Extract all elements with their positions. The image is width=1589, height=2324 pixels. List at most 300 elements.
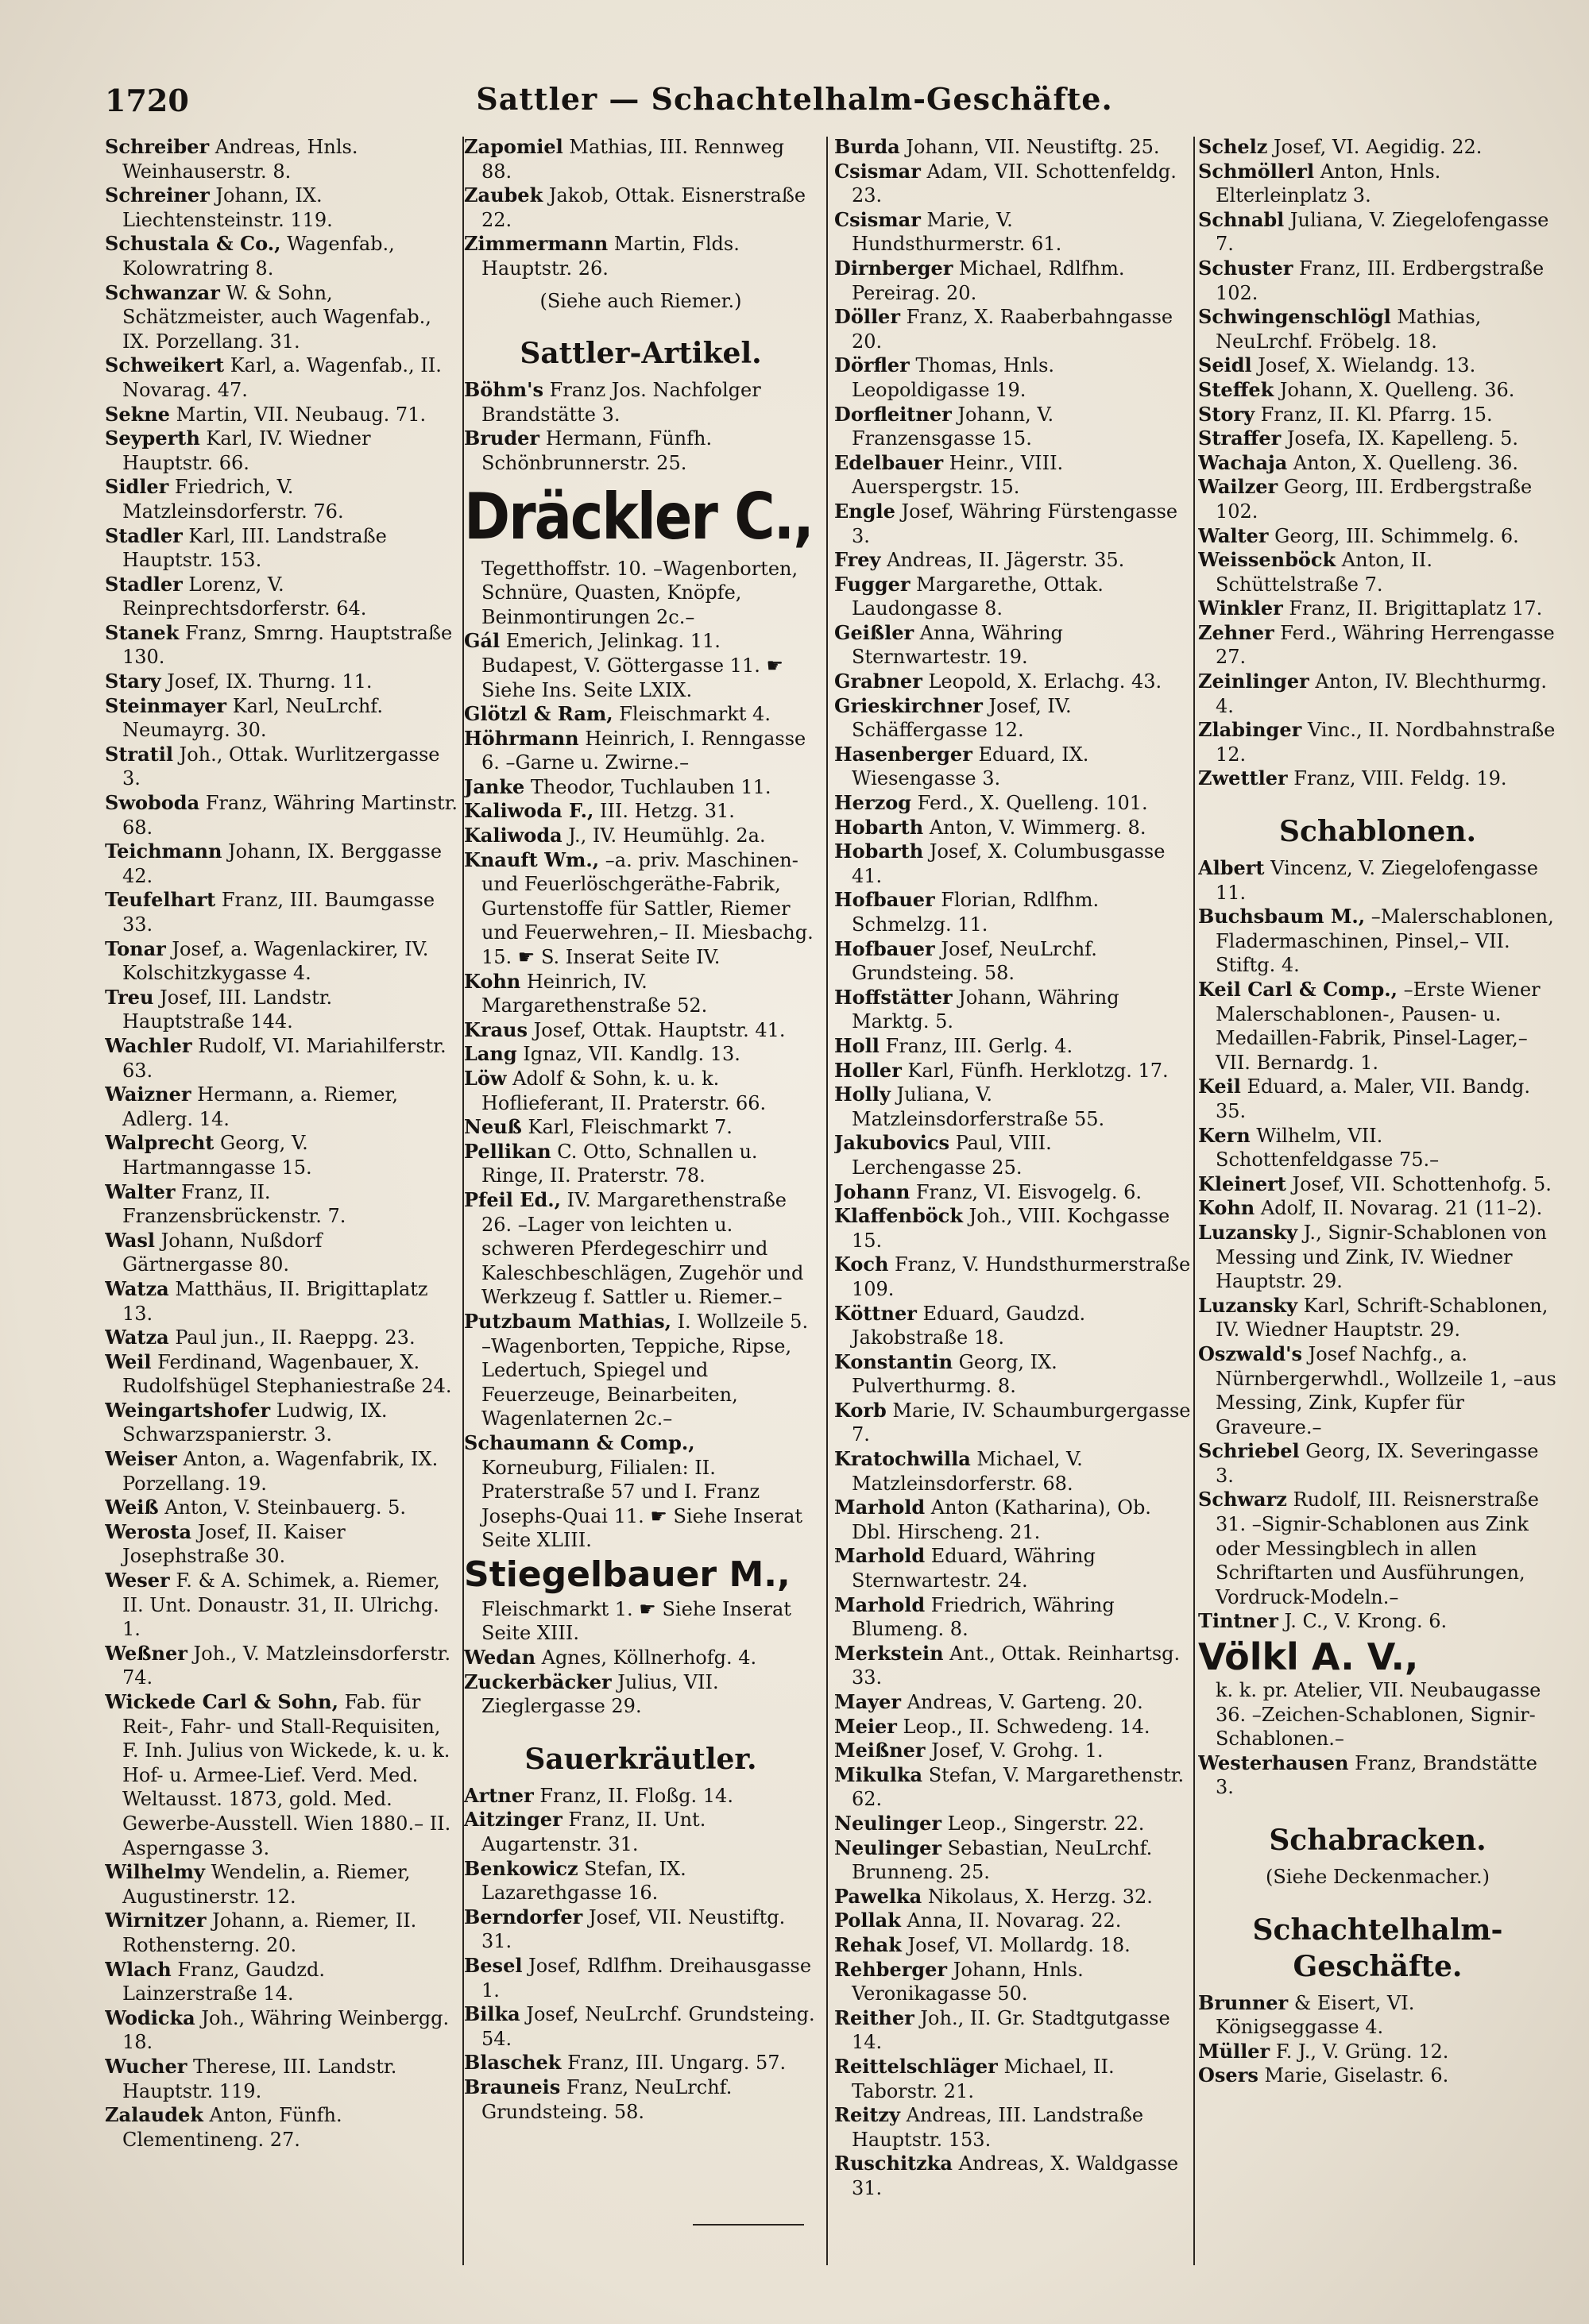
entry-address: Marie, IV. Schaumburgergasse 7. xyxy=(852,1399,1191,1446)
directory-entry xyxy=(105,475,458,523)
footer-rule xyxy=(693,2224,804,2226)
entry-name: Wasl xyxy=(105,1228,156,1252)
directory-entry xyxy=(834,986,1192,1034)
entry-name: Zalaudek xyxy=(105,2103,203,2127)
directory-entry xyxy=(834,160,1192,208)
entry-address: Franz, III. Baumgasse 33. xyxy=(122,889,435,936)
entry-address: Georg, IX. Severingasse 3. xyxy=(1216,1440,1539,1487)
directory-entry xyxy=(834,1204,1192,1253)
entry-name: Burda xyxy=(834,135,900,158)
entry-name: Csismar xyxy=(834,207,921,231)
entry-name: Walter xyxy=(105,1179,176,1203)
directory-entry xyxy=(834,888,1192,936)
directory-entry xyxy=(105,743,458,791)
entry-address: Josef, X. Wielandg. 13. xyxy=(1251,354,1476,377)
entry-address: Joh., II. Gr. Stadtgutgasse 14. xyxy=(852,2006,1170,2054)
entry-address: Margarethe, Ottak. Laudongasse 8. xyxy=(852,573,1104,620)
directory-entry xyxy=(834,743,1192,791)
entry-address: Josef, IX. Thurng. 11. xyxy=(160,670,373,693)
entry-address: Josef, a. Wagenlackirer, IV. Kolschitzkygasse 4. xyxy=(122,937,429,985)
directory-entry xyxy=(105,1326,458,1350)
directory-entry xyxy=(464,1188,818,1310)
entry-address: Anton, Hnls. Elterleinplatz 3. xyxy=(1216,160,1441,207)
sauerkraeutler-list xyxy=(464,1784,818,2124)
directory-entry xyxy=(105,573,458,621)
entry-name: Stadler xyxy=(105,523,183,547)
entry-address: Franz Jos. Nachfolger Brandstätte 3. xyxy=(481,379,761,426)
directory-entry xyxy=(1198,1488,1557,1609)
entry-name: Putzbaum Mathias, xyxy=(464,1309,671,1333)
directory-entry xyxy=(834,1544,1192,1592)
entry-address: Matthäus, II. Brigittaplatz 13. xyxy=(122,1277,428,1325)
directory-entry xyxy=(834,1958,1192,2006)
entry-address: Wendelin, a. Riemer, Augustinerstr. 12. xyxy=(122,1861,411,1908)
entry-address: Michael, II. Taborstr. 21. xyxy=(852,2055,1115,2102)
entry-address: Karl, NeuLrchf. Neumayrg. 30. xyxy=(122,694,383,742)
directory-entry xyxy=(1198,1124,1557,1172)
entry-address: Josef, Rdlfhm. Dreihausgasse 1. xyxy=(481,1955,812,2002)
directory-entry xyxy=(464,1310,818,1431)
directory-entry xyxy=(105,2055,458,2103)
directory-entry xyxy=(1198,257,1557,305)
directory-entry xyxy=(834,1909,1192,1933)
directory-entry xyxy=(1198,378,1557,403)
entry-name: Reitzy xyxy=(834,2103,900,2127)
entry-address: Agnes, Köllnerhofg. 4. xyxy=(535,1646,757,1670)
directory-entry xyxy=(105,1909,458,1957)
directory-entry xyxy=(464,2002,818,2051)
entry-name: Dörfler xyxy=(834,353,910,377)
directory-entry xyxy=(464,135,818,183)
directory-entry xyxy=(464,1431,818,1553)
entry-address: Friedrich, Währing Blumeng. 8. xyxy=(852,1593,1115,1641)
entry-address: Anton, V. Wimmerg. 8. xyxy=(923,816,1146,839)
entry-name: Zeinlinger xyxy=(1198,670,1309,693)
entry-address: Georg, IX. Pulverthurmg. 8. xyxy=(852,1350,1057,1398)
directory-entry xyxy=(105,1180,458,1229)
entry-name: Sidler xyxy=(105,475,169,499)
entry-address: Karl, Fleischmarkt 7. xyxy=(521,1116,733,1139)
entry-address: Karl, IV. Wiedner Hauptstr. 66. xyxy=(122,427,371,474)
entry-address: Georg, III. Schimmelg. 6. xyxy=(1268,524,1519,547)
directory-entry xyxy=(105,353,458,402)
directory-entry xyxy=(1198,718,1557,766)
advert-entry-stiegelbauer xyxy=(464,1554,818,1646)
entry-name: Hobarth xyxy=(834,815,924,839)
entry-name: Schwarz xyxy=(1198,1488,1287,1511)
entry-address: F. J., V. Grüng. 12. xyxy=(1270,2040,1449,2063)
entry-name: Kohn xyxy=(1198,1196,1255,1220)
entry-name: Höhrmann xyxy=(464,726,579,750)
entry-address: Nikolaus, X. Herzg. 32. xyxy=(922,1885,1153,1908)
entry-address: Rudolf, III. Reisnerstraße 31. –Signir-Schablonen aus Zink oder Messingblech in allen Schriftarten und Ausführungen, Vordruck-Modeln.– xyxy=(1216,1488,1539,1608)
directory-entry xyxy=(834,791,1192,816)
entry-name: Johann xyxy=(834,1179,910,1203)
entry-name: Steffek xyxy=(1198,377,1274,401)
entry-name: Frey xyxy=(834,548,881,572)
directory-entry xyxy=(1198,856,1557,905)
entry-name: Weiser xyxy=(105,1447,177,1471)
entry-name: Berndorfer xyxy=(464,1905,583,1928)
directory-entry xyxy=(464,1018,818,1043)
entry-address: Franz, II. Brigittaplatz 17. xyxy=(1282,597,1543,620)
entry-address: Ant., Ottak. Reinhartsg. 33. xyxy=(852,1642,1181,1689)
directory-entry xyxy=(105,183,458,232)
entry-address: C. Otto, Schnallen u. Ringe, II. Praterstr. 78. xyxy=(481,1140,758,1187)
entry-address: Heinr., VIII. Auerspergstr. 15. xyxy=(852,451,1064,499)
directory-entry xyxy=(464,702,818,727)
directory-entry xyxy=(105,986,458,1034)
entry-address: Adolf, II. Novarag. 21 (11–2). xyxy=(1255,1197,1543,1220)
entry-address: Franz, III. Ungarg. 57. xyxy=(561,2052,787,2075)
entry-address: Juliana, V. Ziegelofengasse 7. xyxy=(1216,208,1549,256)
entry-name: Rehberger xyxy=(834,1957,948,1981)
directory-entry xyxy=(464,1954,818,2002)
directory-entry xyxy=(1198,208,1557,257)
entry-name: Schustala & Co., xyxy=(105,232,281,256)
directory-entry xyxy=(1198,427,1557,451)
directory-entry xyxy=(834,1399,1192,1447)
entry-name: Holly xyxy=(834,1083,891,1106)
directory-entry xyxy=(1198,621,1557,670)
entry-address: Franz, II. Floßg. 14. xyxy=(533,1784,733,1807)
entry-name: Konstantin xyxy=(834,1349,953,1373)
entry-address: Anton, X. Quelleng. 36. xyxy=(1287,451,1518,474)
directory-entry xyxy=(834,1083,1192,1131)
directory-entry xyxy=(1198,353,1557,378)
entry-name: Schwanzar xyxy=(105,280,220,304)
entry-name: Werosta xyxy=(105,1519,192,1543)
entry-name: Döller xyxy=(834,305,900,329)
entry-address: Josef, NeuLrchf. Grundsteing. 58. xyxy=(852,937,1097,985)
entry-name: Mikulka xyxy=(834,1762,923,1786)
entry-name: Ruschitzka xyxy=(834,2152,953,2175)
entry-address: Josef, X. Columbusgasse 41. xyxy=(852,840,1166,887)
entry-address: Wagenfab., Kolowratring 8. xyxy=(122,233,395,280)
entry-address: Andreas, V. Garteng. 20. xyxy=(900,1691,1143,1713)
entry-address: Korneuburg, Filialen: II. Praterstraße 57 und I. Franz Josephs-Quai 11. ☛ Siehe Inserat Seite XLIII. xyxy=(481,1456,803,1552)
section-heading-sauerkraeutler: Sauerkräutler. xyxy=(524,1742,757,1776)
entry-name: Weil xyxy=(105,1349,152,1373)
entry-name: Csismar xyxy=(834,159,921,183)
entry-name: Tonar xyxy=(105,936,166,960)
entry-address: Anton, II. Schüttelstraße 7. xyxy=(1216,549,1432,596)
entry-name: Artner xyxy=(464,1783,534,1807)
directory-entry xyxy=(834,451,1192,500)
directory-entry xyxy=(834,2103,1192,2152)
directory-entry xyxy=(464,824,818,848)
page-number: 1720 xyxy=(105,83,189,118)
entry-name: Meißner xyxy=(834,1739,926,1762)
entry-address: Adam, VII. Schottenfeldg. 23. xyxy=(852,160,1177,207)
directory-entry xyxy=(834,1715,1192,1739)
entry-name: Teufelhart xyxy=(105,888,216,912)
directory-entry xyxy=(1198,670,1557,718)
directory-entry xyxy=(464,848,818,970)
entry-address: Friedrich, V. Matzleinsdorferstr. 76. xyxy=(122,476,344,523)
advert-text: Fleischmarkt 1. ☛ Siehe Inserat Seite XIII. xyxy=(481,1597,791,1645)
entry-name: Albert xyxy=(1198,856,1265,880)
directory-entry xyxy=(105,1229,458,1277)
entry-name: Blaschek xyxy=(464,2051,562,2075)
entry-name: Luzansky xyxy=(1198,1220,1298,1244)
entry-address: Franz, X. Raaberbahngasse 20. xyxy=(852,306,1173,353)
entry-address: Josef, V. Grohg. 1. xyxy=(925,1739,1104,1762)
directory-entry xyxy=(834,1034,1192,1059)
entry-address: Franz, V. Hundsthurmerstraße 109. xyxy=(852,1253,1191,1300)
directory-entry xyxy=(105,1350,458,1399)
entry-address: Eduard, IX. Wiesengasse 3. xyxy=(852,743,1089,790)
entry-name: Weiß xyxy=(105,1496,159,1519)
entry-name: Stratil xyxy=(105,742,173,766)
directory-entry xyxy=(464,1115,818,1140)
directory-entry xyxy=(464,1857,818,1905)
entry-name: Hoffstätter xyxy=(834,985,953,1009)
entry-name: Edelbauer xyxy=(834,450,944,474)
advert-entry-voelkl xyxy=(1198,1635,1557,1751)
directory-entry xyxy=(1198,1294,1557,1342)
entry-address: Martin, Flds. Hauptstr. 26. xyxy=(481,233,740,280)
entry-name: Zlabinger xyxy=(1198,718,1302,742)
sattler-list-continued xyxy=(1198,135,1557,791)
directory-entry xyxy=(834,2006,1192,2055)
entry-name: Rehak xyxy=(834,1932,902,1956)
directory-entry xyxy=(1198,1196,1557,1221)
directory-entry xyxy=(464,970,818,1018)
entry-name: Reittelschläger xyxy=(834,2054,998,2078)
advert-entry-draechsler xyxy=(464,477,818,630)
entry-address: –a. priv. Maschinen- und Feuerlöschgeräthe-Fabrik, Gurtenstoffe für Sattler, Riemer und Feuerwehren,– II. Miesbachg. 15. ☛ S. Inserat Seite IV. xyxy=(481,848,814,969)
entry-address: Jakob, Ottak. Eisnerstraße 22. xyxy=(481,184,806,231)
directory-entry xyxy=(464,1808,818,1856)
entry-address: Thomas, Hnls. Leopoldigasse 19. xyxy=(852,354,1055,401)
entry-address: Paul, VIII. Lerchengasse 25. xyxy=(852,1132,1052,1179)
entry-address: Josef, VI. Aegidig. 22. xyxy=(1267,136,1483,158)
entry-address: Leop., II. Schwedeng. 14. xyxy=(896,1715,1150,1738)
entry-address: Anna, II. Novarag. 22. xyxy=(900,1909,1122,1932)
entry-name: Watza xyxy=(105,1276,169,1300)
column-2 xyxy=(464,135,818,2272)
directory-entry xyxy=(105,791,458,840)
directory-entry xyxy=(105,427,458,475)
entry-name: Grieskirchner xyxy=(834,693,983,717)
entry-name: Wucher xyxy=(105,2054,188,2078)
directory-entry xyxy=(834,621,1192,670)
entry-name: Oszwald's xyxy=(1198,1342,1303,1365)
directory-entry xyxy=(105,135,458,183)
entry-address: Anton (Katharina), Ob. Dbl. Hirscheng. 21. xyxy=(852,1496,1151,1543)
entry-address: Eduard, Gaudzd. Jakobstraße 18. xyxy=(852,1302,1086,1349)
directory-entry xyxy=(1198,905,1557,978)
entry-address: Marie, V. Hundsthurmerstr. 61. xyxy=(852,208,1062,256)
entry-address: Mathias, NeuLrchf. Fröbelg. 18. xyxy=(1216,306,1482,353)
entry-name: Story xyxy=(1198,402,1255,426)
entry-address: Josef, II. Kaiser Josephstraße 30. xyxy=(122,1520,346,1568)
entry-name: Seyperth xyxy=(105,427,200,450)
entry-name: Walter xyxy=(1198,523,1269,547)
entry-address: Johann, IX. Berggasse 42. xyxy=(122,840,443,887)
directory-entry xyxy=(834,1180,1192,1205)
entry-name: Wilhelmy xyxy=(105,1860,205,1884)
directory-entry xyxy=(1198,1221,1557,1294)
entry-address: Sebastian, NeuLrchf. Brunneng. 25. xyxy=(852,1836,1153,1884)
entry-name: Luzansky xyxy=(1198,1293,1298,1317)
directory-entry xyxy=(834,1836,1192,1885)
entry-name: Tintner xyxy=(1198,1609,1278,1633)
entry-name: Koch xyxy=(834,1253,889,1276)
directory-entry xyxy=(834,694,1192,743)
entry-name: Lang xyxy=(464,1042,517,1066)
entry-address: –Malerschablonen, Fladermaschinen, Pinsel,– VII. Stiftg. 4. xyxy=(1216,905,1554,977)
directory-entry xyxy=(1198,1342,1557,1439)
directory-entry xyxy=(105,1399,458,1447)
entry-address: Heinrich, I. Renngasse 6. –Garne u. Zwirne.– xyxy=(481,727,806,774)
entry-name: Holler xyxy=(834,1058,902,1082)
entry-address: Vinc., II. Nordbahnstraße 12. xyxy=(1216,719,1556,766)
directory-entry xyxy=(834,2152,1192,2200)
entry-address: Franz, II. Unt. Augartenstr. 31. xyxy=(481,1809,706,1856)
entry-name: Weser xyxy=(105,1569,170,1592)
entry-name: Bruder xyxy=(464,427,540,450)
directory-entry xyxy=(105,1569,458,1642)
entry-address: Ignaz, VII. Kandlg. 13. xyxy=(516,1043,740,1066)
schachtelhalm-list xyxy=(1198,1991,1557,2088)
entry-name: Schweikert xyxy=(105,353,225,377)
entry-address: Josef, III. Landstr. Hauptstraße 144. xyxy=(122,986,333,1033)
entry-name: Osers xyxy=(1198,2063,1258,2087)
entry-address: Joh., Ottak. Wurlitzergasse 3. xyxy=(122,743,440,790)
entry-name: Grabner xyxy=(834,670,922,693)
entry-address: Johann, Hnls. Veronikagasse 50. xyxy=(852,1958,1084,2006)
directory-entry xyxy=(105,1958,458,2006)
entry-name: Keil Carl & Comp., xyxy=(1198,978,1398,1001)
entry-name: Kaliwoda xyxy=(464,824,563,847)
entry-name: Zuckerbäcker xyxy=(464,1670,612,1693)
directory-entry xyxy=(834,1933,1192,1958)
directory-entry xyxy=(1198,1609,1557,1634)
entry-address: Stefan, V. Margarethenstr. 62. xyxy=(852,1763,1185,1811)
entry-name: Zapomiel xyxy=(464,135,563,158)
column-3 xyxy=(834,135,1192,2272)
directory-entry xyxy=(834,353,1192,402)
directory-entry xyxy=(834,135,1192,160)
entry-name: Schwingenschlögl xyxy=(1198,305,1391,329)
directory-entry xyxy=(834,670,1192,694)
entry-address: Stefan, IX. Lazarethgasse 16. xyxy=(481,1857,686,1905)
directory-entry xyxy=(1198,475,1557,523)
entry-name: Dorfleitner xyxy=(834,402,952,426)
directory-entry xyxy=(464,629,818,702)
entry-address: IV. Margarethenstraße 26. –Lager von leichten u. schweren Pferdegeschirr und Kaleschbeschlägen, Zugehör und Werkzeug f. Sattler u. Riemer.– xyxy=(481,1188,804,1309)
entry-address: Juliana, V. Matzleinsdorferstraße 55. xyxy=(852,1083,1105,1130)
directory-entry xyxy=(1198,2063,1557,2088)
entry-name: Zimmermann xyxy=(464,232,609,256)
entry-address: Anna, Währing Sternwartestr. 19. xyxy=(852,621,1063,669)
entry-address: Johann, IX. Liechtensteinstr. 119. xyxy=(122,184,333,231)
column-4 xyxy=(1198,135,1557,2272)
schablonen-list xyxy=(1198,856,1557,1634)
entry-name: Steinmayer xyxy=(105,693,227,717)
directory-entry xyxy=(464,2051,818,2075)
entry-name: Treu xyxy=(105,985,154,1009)
sattler-artikel-list xyxy=(464,378,818,475)
directory-entry xyxy=(1198,403,1557,427)
entry-name: Zehner xyxy=(1198,620,1274,644)
directory-entry xyxy=(834,2055,1192,2103)
entry-address: Emerich, Jelinkag. 11. Budapest, V. Göttergasse 11. ☛ Siehe Ins. Seite LXIX. xyxy=(481,630,783,701)
directory-entry xyxy=(834,208,1192,257)
entry-address: Johann, VII. Neustiftg. 25. xyxy=(899,136,1160,158)
directory-entry xyxy=(105,937,458,986)
entry-name: Winkler xyxy=(1198,596,1283,620)
entry-address: Josefa, IX. Kapelleng. 5. xyxy=(1281,427,1519,450)
directory-entry xyxy=(105,1690,458,1860)
directory-entry xyxy=(105,524,458,573)
entry-address: J., IV. Heumühlg. 2a. xyxy=(562,824,766,847)
entry-name: Wachaja xyxy=(1198,450,1288,474)
entry-name: Pawelka xyxy=(834,1884,922,1908)
entry-name: Stadler xyxy=(105,572,183,596)
entry-address: Anton, IV. Blechthurmg. 4. xyxy=(1216,670,1548,717)
entry-name: Reither xyxy=(834,2006,914,2029)
entry-name: Merkstein xyxy=(834,1641,944,1665)
entry-address: Joh., V. Matzleinsdorferstr. 74. xyxy=(122,1642,451,1689)
entry-address: F. & A. Schimek, a. Riemer, II. Unt. Donaustr. 31, II. Ulrichg. 1. xyxy=(122,1569,440,1641)
entry-name: Kaliwoda F., xyxy=(464,799,594,823)
entry-name: Hasenberger xyxy=(834,742,972,766)
entry-name: Engle xyxy=(834,499,895,523)
directory-entry xyxy=(834,548,1192,573)
directory-entry xyxy=(834,257,1192,305)
entry-address: Josef, NeuLrchf. Grundsteing. 54. xyxy=(481,2003,815,2050)
entry-name: Keil xyxy=(1198,1075,1241,1098)
directory-entry xyxy=(464,427,818,475)
entry-address: Theodor, Tuchlauben 11. xyxy=(524,775,771,798)
entry-address: Hermann, a. Riemer, Adlerg. 14. xyxy=(122,1083,398,1130)
entry-name: Straffer xyxy=(1198,427,1282,450)
entry-address: Josef, Währing Fürstengasse 3. xyxy=(852,500,1178,547)
entry-address: Ferd., X. Quelleng. 101. xyxy=(911,792,1148,815)
entry-name: Kraus xyxy=(464,1017,528,1041)
entry-address: Josef, VI. Mollardg. 18. xyxy=(901,1933,1131,1956)
entry-address: Eduard, a. Maler, VII. Bandg. 35. xyxy=(1216,1075,1530,1122)
entry-name: Meier xyxy=(834,1714,897,1738)
entry-name: Schmöllerl xyxy=(1198,159,1315,183)
entry-address: Florian, Rdlfhm. Schmelzg. 11. xyxy=(852,889,1100,936)
entry-address: Eduard, Währing Sternwartestr. 24. xyxy=(852,1545,1096,1592)
entry-address: Therese, III. Landstr. Hauptstr. 119. xyxy=(122,2055,397,2102)
entry-name: Schreiner xyxy=(105,183,210,207)
column-rule xyxy=(1193,137,1195,2265)
entry-name: Aitzinger xyxy=(464,1808,563,1832)
advert-text: k. k. pr. Atelier, VII. Neubaugasse 36. –Zeichen-Schablonen, Signir-Schablonen.– xyxy=(1216,1679,1541,1751)
directory-entry xyxy=(1198,1439,1557,1488)
entry-address: Karl, Schrift-Schablonen, IV. Wiedner Hauptstr. 29. xyxy=(1216,1294,1548,1342)
entry-address: Michael, V. Matzleinsdorferstr. 68. xyxy=(852,1448,1083,1495)
entry-address: Rudolf, VI. Mariahilferstr. 63. xyxy=(122,1034,447,1082)
entry-name: Wachler xyxy=(105,1033,192,1057)
entry-name: Marhold xyxy=(834,1496,926,1519)
entry-address: Leop., Singerstr. 22. xyxy=(941,1812,1145,1835)
section-note: (Siehe Deckenmacher.) xyxy=(1265,1866,1490,1888)
entry-address: Mathias, III. Rennweg 88. xyxy=(481,136,784,183)
directory-entry xyxy=(834,1131,1192,1179)
directory-entry xyxy=(834,1885,1192,1909)
directory-entry xyxy=(464,1670,818,1719)
entry-address: Josef, Ottak. Hauptstr. 41. xyxy=(528,1018,786,1041)
directory-entry xyxy=(464,183,818,232)
entry-name: Brunner xyxy=(1198,1990,1289,2014)
